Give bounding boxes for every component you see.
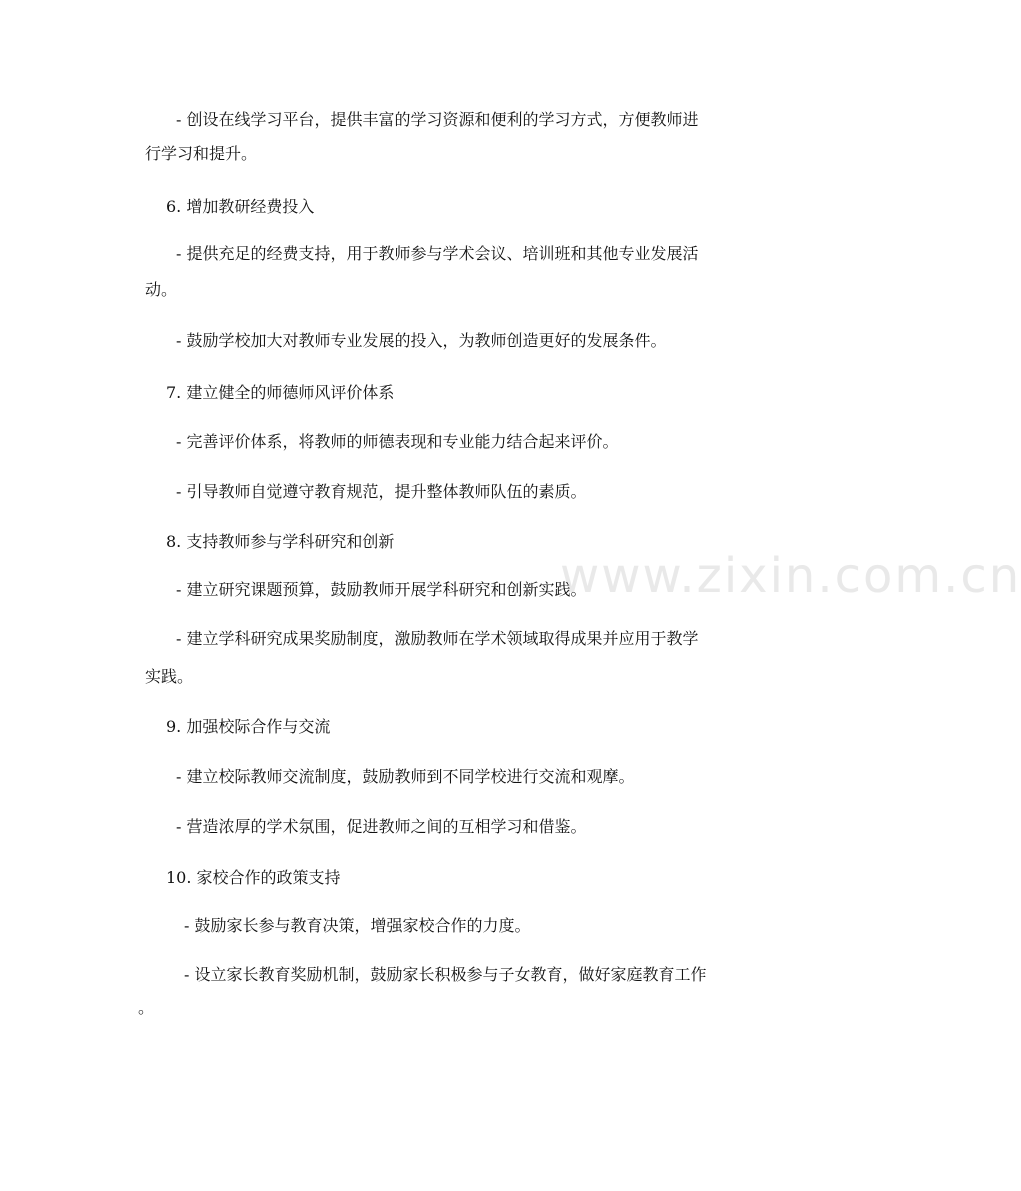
bullet-line: - 营造浓厚的学术氛围，促进教师之间的互相学习和借鉴。 bbox=[176, 817, 587, 836]
bullet-line: - 建立学科研究成果奖励制度，激励教师在学术领域取得成果并应用于教学 bbox=[176, 629, 699, 648]
bullet-line: - 引导教师自觉遵守教育规范，提升整体教师队伍的素质。 bbox=[176, 482, 587, 501]
bullet-line-continuation: 。 bbox=[138, 998, 155, 1017]
bullet-line: - 建立校际教师交流制度，鼓励教师到不同学校进行交流和观摩。 bbox=[176, 767, 635, 786]
section-heading-10: 10. 家校合作的政策支持 bbox=[166, 868, 341, 887]
section-heading-7: 7. 建立健全的师德师风评价体系 bbox=[166, 383, 395, 402]
section-heading-6: 6. 增加教研经费投入 bbox=[166, 197, 315, 216]
section-heading-9: 9. 加强校际合作与交流 bbox=[166, 717, 331, 736]
bullet-line-continuation: 实践。 bbox=[145, 667, 194, 686]
watermark: www.zixin.com.cn bbox=[560, 548, 1021, 604]
bullet-line: - 提供充足的经费支持，用于教师参与学术会议、培训班和其他专业发展活 bbox=[176, 244, 699, 263]
bullet-line: - 鼓励家长参与教育决策，增强家校合作的力度。 bbox=[184, 916, 531, 935]
bullet-line: - 设立家长教育奖励机制，鼓励家长积极参与子女教育，做好家庭教育工作 bbox=[184, 965, 707, 984]
bullet-line: - 建立研究课题预算，鼓励教师开展学科研究和创新实践。 bbox=[176, 580, 587, 599]
section-heading-8: 8. 支持教师参与学科研究和创新 bbox=[166, 532, 395, 551]
bullet-line-continuation: 行学习和提升。 bbox=[145, 144, 258, 163]
bullet-line: - 创设在线学习平台，提供丰富的学习资源和便利的学习方式，方便教师进 bbox=[176, 110, 699, 129]
bullet-line: - 鼓励学校加大对教师专业发展的投入，为教师创造更好的发展条件。 bbox=[176, 331, 667, 350]
bullet-line: - 完善评价体系，将教师的师德表现和专业能力结合起来评价。 bbox=[176, 432, 619, 451]
bullet-line-continuation: 动。 bbox=[145, 280, 178, 299]
